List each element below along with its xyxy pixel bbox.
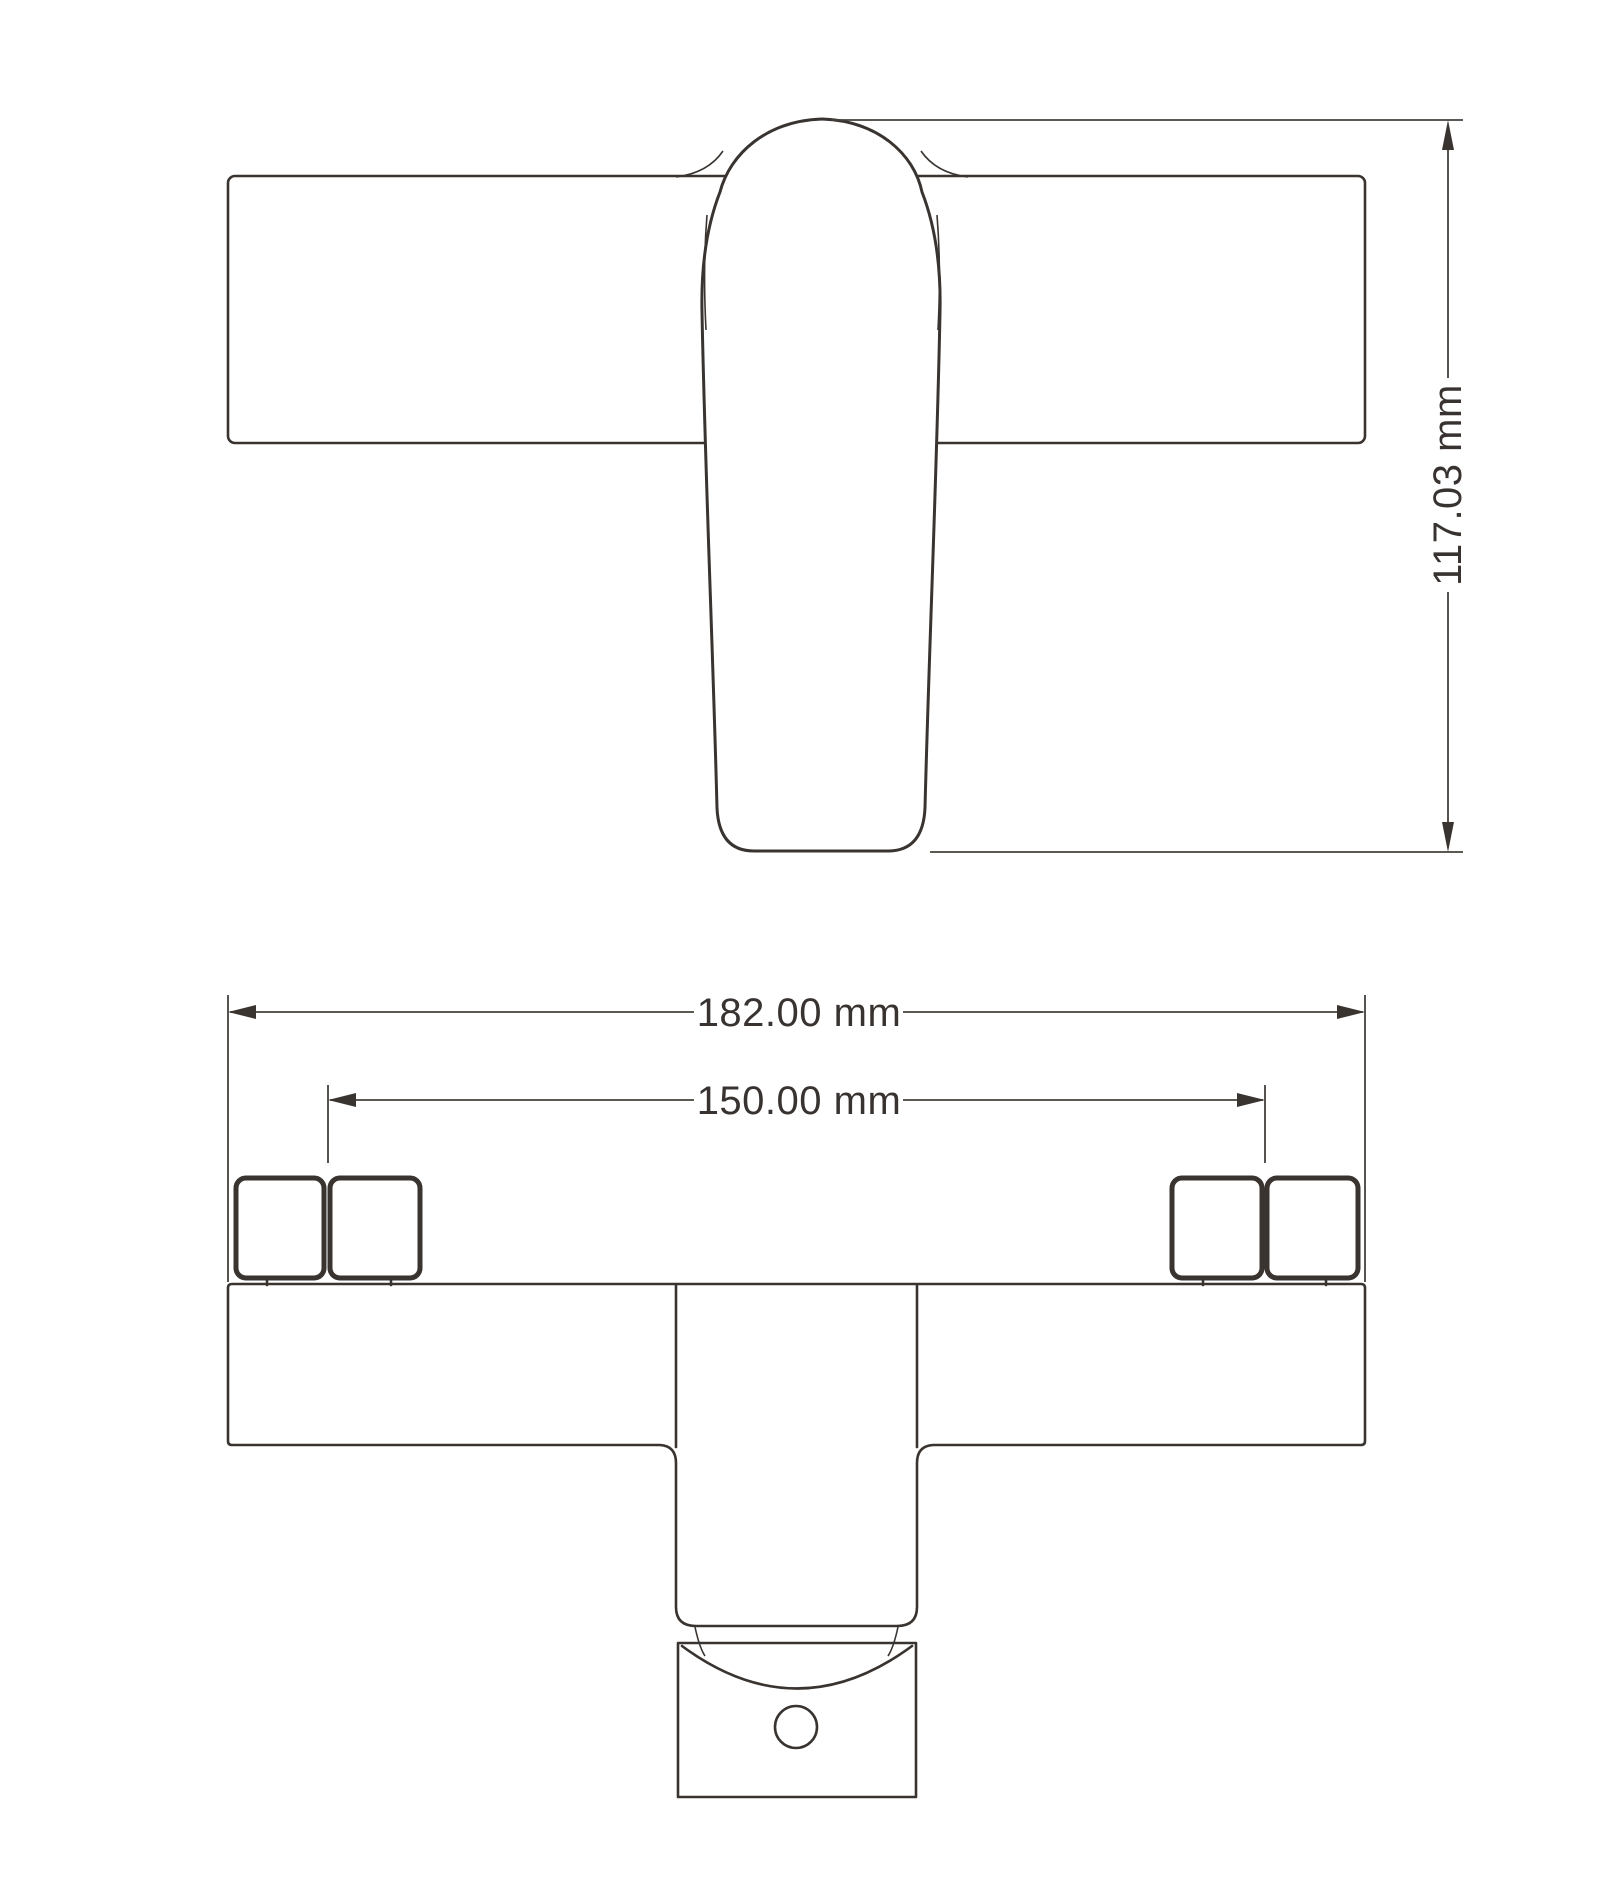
dim-width-arrow-right-icon xyxy=(1337,1005,1365,1019)
neck-curve-left xyxy=(695,1627,705,1656)
top-view xyxy=(228,119,1470,852)
neck-curve-right xyxy=(888,1627,898,1656)
dim-spacing-label: 150.00 mm xyxy=(696,1079,902,1123)
front-view xyxy=(228,991,1365,1797)
valve-block-right xyxy=(1172,1178,1358,1285)
valve-square xyxy=(1172,1178,1262,1278)
valve-square xyxy=(330,1178,420,1278)
front-view-body xyxy=(228,1284,1365,1626)
handle-fillet-left xyxy=(676,151,723,177)
dim-spacing-arrow-left-icon xyxy=(328,1093,356,1107)
valve-block-left xyxy=(236,1178,420,1285)
dim-height-label: 117.03 mm xyxy=(1426,384,1470,586)
valve-square xyxy=(1267,1178,1358,1278)
dim-hole-spacing xyxy=(328,1079,1265,1163)
spout-block xyxy=(678,1643,916,1797)
dim-spacing-arrow-right-icon xyxy=(1237,1093,1265,1107)
dim-width-arrow-left-icon xyxy=(228,1005,256,1019)
spout-face-arc xyxy=(682,1646,912,1689)
dim-height-arrow-down-icon xyxy=(1442,822,1454,852)
top-view-handle xyxy=(702,119,940,851)
dim-height-arrow-up-icon xyxy=(1442,120,1454,150)
handle-fillet-right xyxy=(921,151,968,177)
valve-square xyxy=(236,1178,324,1278)
dim-width-label: 182.00 mm xyxy=(696,991,902,1035)
diverter-hole xyxy=(775,1706,817,1748)
